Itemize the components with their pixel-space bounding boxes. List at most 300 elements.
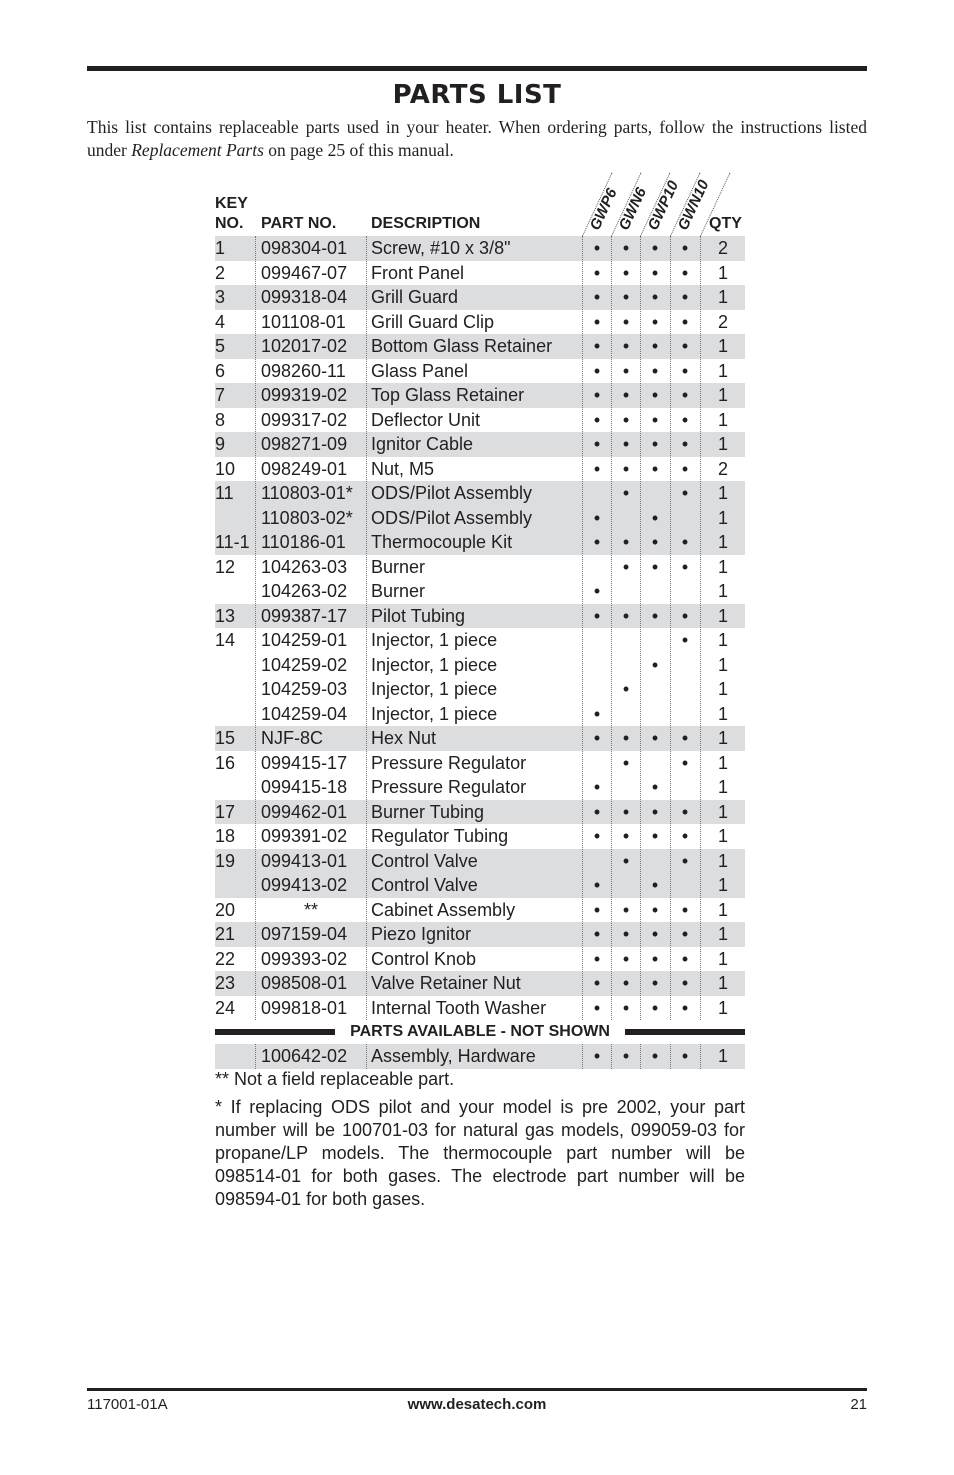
model-gwn10-cell: •: [681, 311, 689, 332]
key-cell: 7: [215, 385, 226, 405]
description-cell: Control Knob: [371, 948, 477, 969]
model-gwp6-cell: •: [593, 875, 601, 895]
part-number-cell: 104259-02: [261, 654, 348, 675]
model-gwp10-cell: •: [651, 262, 659, 283]
model-gwp6-cell: •: [593, 777, 601, 797]
key-cell: 17: [215, 801, 236, 822]
description-cell: Ignitor Cable: [371, 434, 474, 454]
part-number-cell: 099318-04: [261, 287, 348, 307]
description-cell: Deflector Unit: [371, 409, 481, 430]
part-number-cell: 099387-17: [261, 605, 348, 626]
model-gwn6-cell: •: [622, 287, 630, 307]
model-gwp10-cell: •: [651, 997, 659, 1018]
intro-italic: Replacement Parts: [131, 140, 264, 160]
column-divider: [582, 236, 583, 1020]
model-gwn10-cell: •: [681, 483, 689, 503]
model-gwn6-cell: •: [622, 556, 630, 577]
qty-cell: 1: [717, 262, 728, 283]
table-row: [215, 849, 745, 874]
model-gwp10-cell: •: [651, 654, 659, 675]
description-cell: Burner: [371, 556, 426, 577]
part-number-cell: 102017-02: [261, 336, 348, 356]
model-gwp6-cell: •: [593, 1046, 601, 1066]
model-gwp6-cell: •: [593, 287, 601, 307]
key-cell: 11-1: [215, 532, 250, 552]
model-gwp6-cell: •: [593, 948, 601, 969]
table-row: [215, 824, 745, 849]
column-divider: [255, 236, 256, 1020]
qty-cell: 1: [717, 483, 728, 503]
model-gwp10-cell: •: [651, 801, 659, 822]
description-cell: Injector, 1 piece: [371, 703, 498, 724]
column-divider: [366, 1044, 367, 1069]
description-cell: Thermocouple Kit: [371, 532, 513, 552]
qty-cell: 1: [717, 973, 728, 993]
model-gwp6-cell: •: [593, 409, 601, 430]
part-number-cell: **: [303, 899, 318, 920]
qty-cell: 1: [717, 777, 728, 797]
table-row: [215, 775, 745, 800]
key-cell: 16: [215, 752, 236, 773]
model-gwn10-cell: •: [681, 409, 689, 430]
description-cell: Front Panel: [371, 262, 465, 283]
qty-cell: 1: [717, 581, 728, 601]
table-row: [215, 383, 745, 408]
model-gwp10-cell: •: [651, 556, 659, 577]
column-divider: [582, 1044, 583, 1069]
model-gwn10-cell: •: [681, 973, 689, 993]
model-gwn10-cell: •: [681, 434, 689, 454]
key-cell: 1: [215, 238, 226, 258]
table-row: [215, 555, 745, 580]
description-cell: Nut, M5: [371, 458, 435, 479]
key-cell: 8: [215, 409, 226, 430]
model-gwp6-cell: •: [593, 434, 601, 454]
table-header: [215, 170, 745, 236]
qty-cell: 1: [717, 360, 728, 381]
part-number-cell: 098271-09: [261, 434, 348, 454]
model-gwn6-cell: •: [622, 605, 630, 626]
table-row: [215, 432, 745, 457]
model-gwn6-cell: •: [622, 409, 630, 430]
model-gwn6-cell: •: [622, 997, 630, 1018]
key-cell: 13: [215, 605, 236, 626]
model-gwp10-cell: •: [651, 1046, 659, 1066]
description-cell: Burner Tubing: [371, 801, 485, 822]
description-cell: Grill Guard: [371, 287, 459, 307]
header-model-gwn6: GWN6: [615, 185, 651, 233]
model-gwn10-cell: •: [681, 262, 689, 283]
part-number-cell: 099462-01: [261, 801, 348, 822]
column-divider: [640, 1044, 641, 1069]
model-gwp10-cell: •: [651, 385, 659, 405]
part-number-cell: 101108-01: [261, 311, 346, 332]
part-number-cell: 110803-02*: [261, 507, 353, 528]
model-gwp10-cell: •: [651, 238, 659, 258]
part-number-cell: 099413-01: [261, 850, 348, 871]
key-cell: 11: [215, 483, 234, 503]
qty-cell: 1: [717, 899, 728, 920]
description-cell: Grill Guard Clip: [371, 311, 495, 332]
model-gwp6-cell: •: [593, 826, 601, 846]
qty-cell: 1: [717, 556, 728, 577]
model-gwn6-cell: •: [622, 801, 630, 822]
part-number-cell: 099415-18: [261, 777, 348, 797]
description-cell: ODS/Pilot Assembly: [371, 483, 533, 503]
qty-cell: 1: [717, 1046, 728, 1066]
column-divider: [366, 236, 367, 1020]
qty-cell: 1: [717, 826, 728, 846]
model-gwn6-cell: •: [622, 899, 630, 920]
description-cell: Piezo Ignitor: [371, 924, 472, 944]
page-number: 21: [850, 1396, 867, 1413]
description-cell: Regulator Tubing: [371, 826, 509, 846]
table-row: [215, 334, 745, 359]
model-gwp10-cell: •: [651, 360, 659, 381]
part-number-cell: 098249-01: [261, 458, 348, 479]
column-divider: [670, 236, 671, 1020]
doc-number: 117001-01A: [87, 1396, 168, 1413]
table-row: [215, 971, 745, 996]
model-gwp10-cell: •: [651, 973, 659, 993]
model-gwn10-cell: •: [681, 728, 689, 748]
qty-cell: 1: [717, 434, 728, 454]
qty-cell: 1: [717, 532, 728, 552]
description-cell: Screw, #10 x 3/8": [371, 238, 511, 258]
qty-cell: 1: [717, 630, 728, 650]
model-gwp10-cell: •: [651, 826, 659, 846]
part-number-cell: 104259-04: [261, 703, 348, 724]
top-rule: [87, 66, 867, 71]
description-cell: Assembly, Hardware: [371, 1046, 536, 1066]
model-gwn6-cell: •: [622, 752, 630, 773]
column-divider: [670, 1044, 671, 1069]
model-gwn10-cell: •: [681, 556, 689, 577]
column-divider: [700, 236, 701, 1020]
table-extra-body: [215, 1044, 745, 1069]
model-gwp6-cell: •: [593, 262, 601, 283]
model-gwn10-cell: •: [681, 801, 689, 822]
header-description: DESCRIPTION: [371, 215, 481, 232]
model-gwp10-cell: •: [651, 311, 659, 332]
qty-cell: 1: [717, 654, 728, 675]
model-gwp6-cell: •: [593, 458, 601, 479]
part-number-cell: 099319-02: [261, 385, 348, 405]
description-cell: ODS/Pilot Assembly: [371, 507, 533, 528]
qty-cell: 1: [717, 287, 728, 307]
header-model-gwn10: GWN10: [674, 177, 713, 233]
page-title: PARTS LIST: [392, 80, 562, 110]
part-number-cell: 099467-07: [261, 262, 348, 283]
model-gwn6-cell: •: [622, 458, 630, 479]
part-number-cell: 099413-02: [261, 875, 348, 895]
key-cell: 5: [215, 336, 226, 356]
model-gwp6-cell: •: [593, 238, 601, 258]
model-gwp6-cell: •: [593, 360, 601, 381]
description-cell: Injector, 1 piece: [371, 679, 498, 699]
table-row: [215, 726, 745, 751]
model-gwp10-cell: •: [651, 924, 659, 944]
model-gwp10-cell: •: [651, 507, 659, 528]
part-number-cell: NJF-8C: [261, 728, 323, 748]
model-gwn6-cell: •: [622, 385, 630, 405]
header-part-no: PART NO.: [261, 215, 337, 232]
model-gwp6-cell: •: [593, 336, 601, 356]
model-gwn6-cell: •: [622, 434, 630, 454]
model-gwp10-cell: •: [651, 948, 659, 969]
model-gwn10-cell: •: [681, 360, 689, 381]
table-row: [215, 800, 745, 825]
model-gwn6-cell: •: [622, 336, 630, 356]
table-row: [215, 702, 745, 727]
qty-cell: 1: [717, 924, 728, 944]
key-cell: 9: [215, 434, 226, 454]
model-gwp10-cell: •: [651, 409, 659, 430]
table-row: [215, 506, 745, 531]
part-number-cell: 099393-02: [261, 948, 348, 969]
model-gwp6-cell: •: [593, 801, 601, 822]
model-gwn6-cell: •: [622, 483, 630, 503]
table-row: [215, 310, 745, 335]
model-gwn10-cell: •: [681, 924, 689, 944]
qty-cell: 1: [717, 679, 728, 699]
model-gwp6-cell: •: [593, 924, 601, 944]
model-gwp6-cell: •: [593, 532, 601, 552]
model-gwn10-cell: •: [681, 532, 689, 552]
intro-text-1: This list contains replaceable parts used in your heater. When ordering parts, follow the instructions listed under: [87, 117, 867, 160]
model-gwn6-cell: •: [622, 948, 630, 969]
table-row: [215, 947, 745, 972]
part-number-cell: 097159-04: [261, 924, 348, 944]
model-gwp6-cell: •: [593, 703, 601, 724]
qty-cell: 1: [717, 752, 728, 773]
table-row: [215, 261, 745, 286]
model-gwp6-cell: •: [593, 899, 601, 920]
table-row: [215, 922, 745, 947]
footnotes: [215, 1068, 745, 1216]
table-row: [215, 530, 745, 555]
model-gwp6-cell: •: [593, 605, 601, 626]
qty-cell: 1: [717, 801, 728, 822]
table-row: [215, 408, 745, 433]
table-row: [215, 1044, 745, 1069]
model-gwn10-cell: •: [681, 605, 689, 626]
description-cell: Bottom Glass Retainer: [371, 336, 553, 356]
table-row: [215, 481, 745, 506]
model-gwp6-cell: •: [593, 581, 601, 601]
table-row: [215, 653, 745, 678]
model-gwn10-cell: •: [681, 336, 689, 356]
key-cell: 23: [215, 973, 236, 993]
model-gwp10-cell: •: [651, 728, 659, 748]
model-gwp10-cell: •: [651, 532, 659, 552]
part-number-cell: 104259-03: [261, 679, 348, 699]
model-gwn10-cell: •: [681, 826, 689, 846]
key-cell: 18: [215, 826, 236, 846]
key-cell: 4: [215, 311, 226, 332]
part-number-cell: 100642-02: [261, 1046, 348, 1066]
model-gwn6-cell: •: [622, 311, 630, 332]
part-number-cell: 104263-02: [261, 581, 348, 601]
qty-cell: 1: [717, 703, 728, 724]
model-gwn10-cell: •: [681, 458, 689, 479]
header-model-gwp6: GWP6: [586, 185, 621, 233]
qty-cell: 1: [717, 385, 728, 405]
intro-paragraph: [87, 116, 867, 162]
model-gwp6-cell: •: [593, 973, 601, 993]
key-cell: 3: [215, 287, 226, 307]
qty-cell: 1: [717, 948, 728, 969]
key-cell: 24: [215, 997, 236, 1018]
model-gwn10-cell: •: [681, 287, 689, 307]
parts-table: [215, 170, 745, 1069]
qty-cell: 2: [717, 238, 728, 258]
model-gwp10-cell: •: [651, 434, 659, 454]
model-gwp10-cell: •: [651, 605, 659, 626]
qty-cell: 2: [717, 311, 728, 332]
column-divider: [611, 236, 612, 1020]
qty-cell: 2: [717, 458, 728, 479]
model-gwn6-cell: •: [622, 826, 630, 846]
description-cell: Glass Panel: [371, 360, 469, 381]
bottom-rule: [87, 1388, 867, 1391]
model-gwp10-cell: •: [651, 336, 659, 356]
table-row: [215, 579, 745, 604]
model-gwn6-cell: •: [622, 532, 630, 552]
model-gwp6-cell: •: [593, 728, 601, 748]
qty-cell: 1: [717, 997, 728, 1018]
table-row: [215, 285, 745, 310]
description-cell: Control Valve: [371, 875, 478, 895]
description-cell: Control Valve: [371, 850, 478, 871]
model-gwp6-cell: •: [593, 507, 601, 528]
model-gwn6-cell: •: [622, 262, 630, 283]
model-gwp10-cell: •: [651, 287, 659, 307]
qty-cell: 1: [717, 507, 728, 528]
model-gwn6-cell: •: [622, 238, 630, 258]
footnote-ods-pilot: * If replacing ODS pilot and your model is pre 2002, your part number will be 100701-03 for natural gas models, 099059-03 for propane/LP models. The thermocouple part number will be 098514-01 for both gases. The electrode part number will be 098594-01 for both gases.: [215, 1097, 745, 1209]
qty-cell: 1: [717, 728, 728, 748]
model-gwn6-cell: •: [622, 728, 630, 748]
model-gwn6-cell: •: [622, 679, 630, 699]
table-row: [215, 898, 745, 923]
part-number-cell: 099818-01: [261, 997, 348, 1018]
header-model-gwp10: GWP10: [644, 178, 683, 233]
column-divider: [255, 1044, 256, 1069]
header-key-line2: NO.: [215, 215, 244, 232]
key-cell: 10: [215, 458, 236, 479]
table-row: [215, 628, 745, 653]
description-cell: Cabinet Assembly: [371, 899, 516, 920]
key-cell: 12: [215, 556, 236, 577]
website-link[interactable]: www.desatech.com: [407, 1396, 547, 1413]
model-gwp10-cell: •: [651, 875, 659, 895]
key-cell: 20: [215, 899, 236, 920]
model-gwn10-cell: •: [681, 850, 689, 871]
model-gwn10-cell: •: [681, 1046, 689, 1066]
table-row: [215, 751, 745, 776]
part-number-cell: 099391-02: [261, 826, 348, 846]
description-cell: Pressure Regulator: [371, 752, 527, 773]
model-gwn10-cell: •: [681, 385, 689, 405]
not-shown-divider: [215, 1020, 745, 1044]
key-cell: 6: [215, 360, 226, 381]
model-gwn6-cell: •: [622, 360, 630, 381]
part-number-cell: 104263-03: [261, 556, 348, 577]
model-gwn6-cell: •: [622, 973, 630, 993]
key-cell: 21: [215, 924, 236, 944]
model-gwn10-cell: •: [681, 630, 689, 650]
part-number-cell: 099415-17: [261, 752, 348, 773]
part-number-cell: 098508-01: [261, 973, 348, 993]
model-gwp10-cell: •: [651, 458, 659, 479]
description-cell: Injector, 1 piece: [371, 654, 498, 675]
description-cell: Internal Tooth Washer: [371, 997, 547, 1018]
column-divider: [611, 1044, 612, 1069]
model-gwp6-cell: •: [593, 385, 601, 405]
part-number-cell: 098304-01: [261, 238, 348, 258]
key-cell: 19: [215, 850, 236, 871]
model-gwn10-cell: •: [681, 238, 689, 258]
qty-cell: 1: [717, 850, 728, 871]
table-row: [215, 359, 745, 384]
key-cell: 15: [215, 728, 236, 748]
qty-cell: 1: [717, 336, 728, 356]
qty-cell: 1: [717, 605, 728, 626]
part-number-cell: 104259-01: [261, 630, 348, 650]
model-gwn6-cell: •: [622, 924, 630, 944]
model-gwp10-cell: •: [651, 777, 659, 797]
key-cell: 22: [215, 948, 236, 969]
key-cell: 14: [215, 630, 236, 650]
model-gwn10-cell: •: [681, 997, 689, 1018]
column-divider: [700, 1044, 701, 1069]
footnote-not-replaceable: ** Not a field replaceable part.: [215, 1069, 455, 1089]
model-gwp10-cell: •: [651, 899, 659, 920]
model-gwn6-cell: •: [622, 1046, 630, 1066]
description-cell: Burner: [371, 581, 426, 601]
table-row: [215, 457, 745, 482]
model-gwn10-cell: •: [681, 899, 689, 920]
part-number-cell: 110803-01*: [261, 483, 353, 503]
intro-text-2: on page 25 of this manual.: [263, 140, 454, 160]
not-shown-label: PARTS AVAILABLE - NOT SHOWN: [344, 1023, 616, 1040]
table-body: [215, 236, 745, 1020]
model-gwn10-cell: •: [681, 752, 689, 773]
column-divider: [640, 236, 641, 1020]
table-row: [215, 236, 745, 261]
header-qty: QTY: [709, 215, 742, 232]
description-cell: Valve Retainer Nut: [371, 973, 521, 993]
table-row: [215, 996, 745, 1021]
table-row: [215, 873, 745, 898]
header-key-line1: KEY: [215, 195, 248, 212]
description-cell: Injector, 1 piece: [371, 630, 498, 650]
description-cell: Top Glass Retainer: [371, 385, 525, 405]
part-number-cell: 099317-02: [261, 409, 348, 430]
description-cell: Pilot Tubing: [371, 605, 466, 626]
model-gwp6-cell: •: [593, 997, 601, 1018]
qty-cell: 1: [717, 409, 728, 430]
part-number-cell: 110186-01: [261, 532, 346, 552]
model-gwn10-cell: •: [681, 948, 689, 969]
description-cell: Hex Nut: [371, 728, 437, 748]
key-cell: 2: [215, 262, 226, 283]
part-number-cell: 098260-11: [261, 360, 346, 381]
qty-cell: 1: [717, 875, 728, 895]
table-row: [215, 677, 745, 702]
model-gwn6-cell: •: [622, 850, 630, 871]
